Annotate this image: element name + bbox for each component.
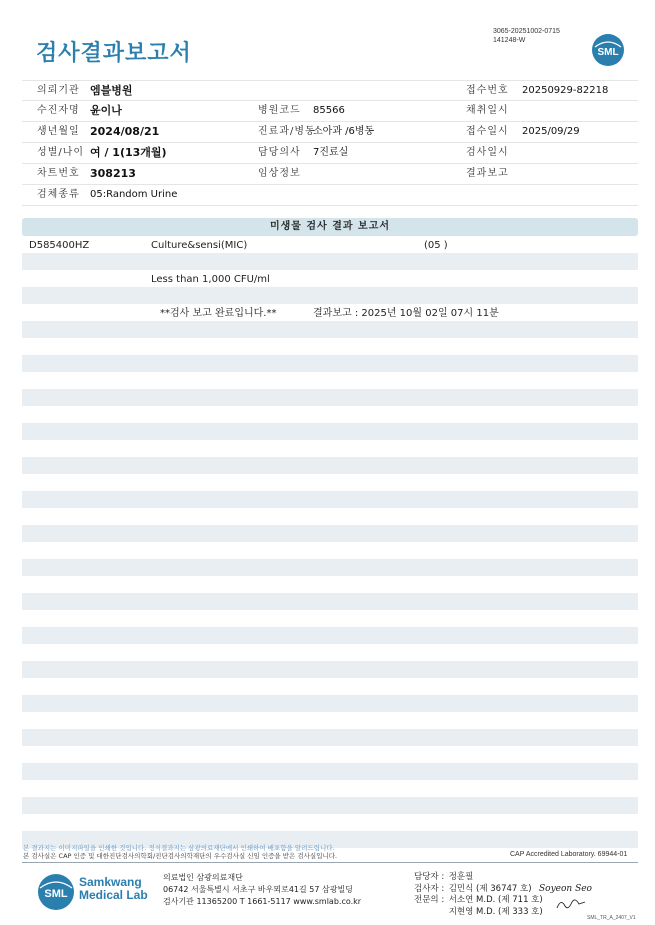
receipt-date-value: 2025/09/29 [522,126,580,137]
result-test-code: D585400HZ [29,240,90,251]
sex-age-value: 여 / 1(13개월) [90,146,167,159]
table-row [22,593,638,610]
specimen-label: 검체종류 [37,189,80,200]
svg-text:SML: SML [44,888,68,900]
dept-label: 진료과/병동 [258,126,316,137]
org-name: 의료법인 삼광의료재단 [163,873,243,882]
info-row [22,80,638,101]
table-row [22,389,638,406]
dept-value: 소아과 /6병동 [313,126,375,137]
image-notice: 본 결과지는 이미지파일을 인쇄한 것입니다. 정식결과지는 삼광의료재단에서 인쇄하여 배포함을 알려드립니다. [23,844,335,852]
cap-accreditation: CAP Accredited Laboratory. 69944-01 [510,851,628,858]
result-test-name: Culture&sensi(MIC) [151,240,248,251]
chart-no-label: 차트번호 [37,168,80,179]
receipt-no-value: 20250929-82218 [522,85,609,96]
specialist-2: 지현영 M.D. (제 333 호) [448,906,543,917]
hospital-code-value: 85566 [313,105,345,116]
tester-label: 검사자 : [414,883,445,894]
doctor-label: 담당의사 [258,147,301,158]
doctor-value: 7진료실 [313,147,349,158]
footer-divider [22,862,638,863]
form-code: SML_TR_A_2407_V1 [587,915,636,921]
clinical-label: 임상정보 [258,168,301,179]
tester-name: 김민식 (제 36747 호) [448,883,532,894]
specimen-value: 05:Random Urine [90,189,178,200]
signature-image [537,880,597,914]
test-date-label: 검사일시 [466,147,509,158]
hospital-code-label: 병원코드 [258,105,301,116]
accreditation-notice: 본 검사실은 CAP 인증 및 대한진단검사의학회/진단검사의학재단의 우수검사실 신임 인증을 받은 검사실입니다. [23,852,338,860]
table-row [22,559,638,576]
patient-info-table [22,80,638,206]
contact: 검사기관 11365200 T 1661-5117 www.smlab.co.kr [163,897,362,906]
table-row [22,287,638,304]
lab-address-block [163,872,361,908]
table-row [22,423,638,440]
result-section-header: 미생물 검사 결과 보고서 [22,218,638,236]
birth-label: 생년월일 [37,126,80,137]
receipt-date-label: 접수일시 [466,126,509,137]
svg-text:SML: SML [597,47,619,58]
table-row [22,797,638,814]
manager-name: 정훈필 [448,872,474,882]
table-row [22,763,638,780]
chart-no-value: 308213 [90,167,136,180]
birth-value: 2024/08/21 [90,125,160,138]
result-completion: **검사 보고 완료입니다.** [160,308,277,319]
info-row [22,185,638,206]
receipt-no-label: 접수번호 [466,85,509,96]
report-date-label: 결과보고 [466,168,509,179]
table-row [22,253,638,270]
table-row [22,627,638,644]
info-row [22,164,638,185]
table-row [22,525,638,542]
svg-text:Soyeon Seo: Soyeon Seo [539,884,592,894]
page-title: 검사결과보고서 [36,41,192,66]
collect-date-label: 채취일시 [466,105,509,116]
table-row [22,695,638,712]
info-row [22,122,638,143]
info-row [22,101,638,122]
sml-logo-icon [591,33,625,67]
table-row [22,457,638,474]
sex-age-label: 성별/나이 [37,147,85,158]
requesting-org-label: 의뢰기관 [37,85,80,96]
requesting-org-value: 엠블병원 [90,84,133,97]
table-row [22,491,638,508]
table-row [22,355,638,372]
table-row [22,729,638,746]
table-row [22,321,638,338]
patient-label: 수진자명 [37,105,80,116]
table-row [22,661,638,678]
result-specimen-no: (05 ) [424,240,448,251]
patient-name: 윤이나 [90,104,122,117]
signature-block [414,872,543,918]
info-row [22,143,638,164]
document-code: 3065-20251002-0715 141248-W [493,28,560,44]
specialist-label: 전문의 : [414,895,445,905]
specialist-1: 서소연 M.D. (제 711 호) [448,895,543,905]
result-report-time: 결과보고 : 2025년 10월 02일 07시 11분 [313,308,499,319]
result-finding: Less than 1,000 CFU/ml [151,274,270,285]
manager-label: 담당자 : [414,872,445,882]
brand-name: Samkwang Medical Lab [79,875,148,902]
address: 06742 서울특별시 서초구 바우뫼로41길 57 삼광빌딩 [163,885,353,894]
